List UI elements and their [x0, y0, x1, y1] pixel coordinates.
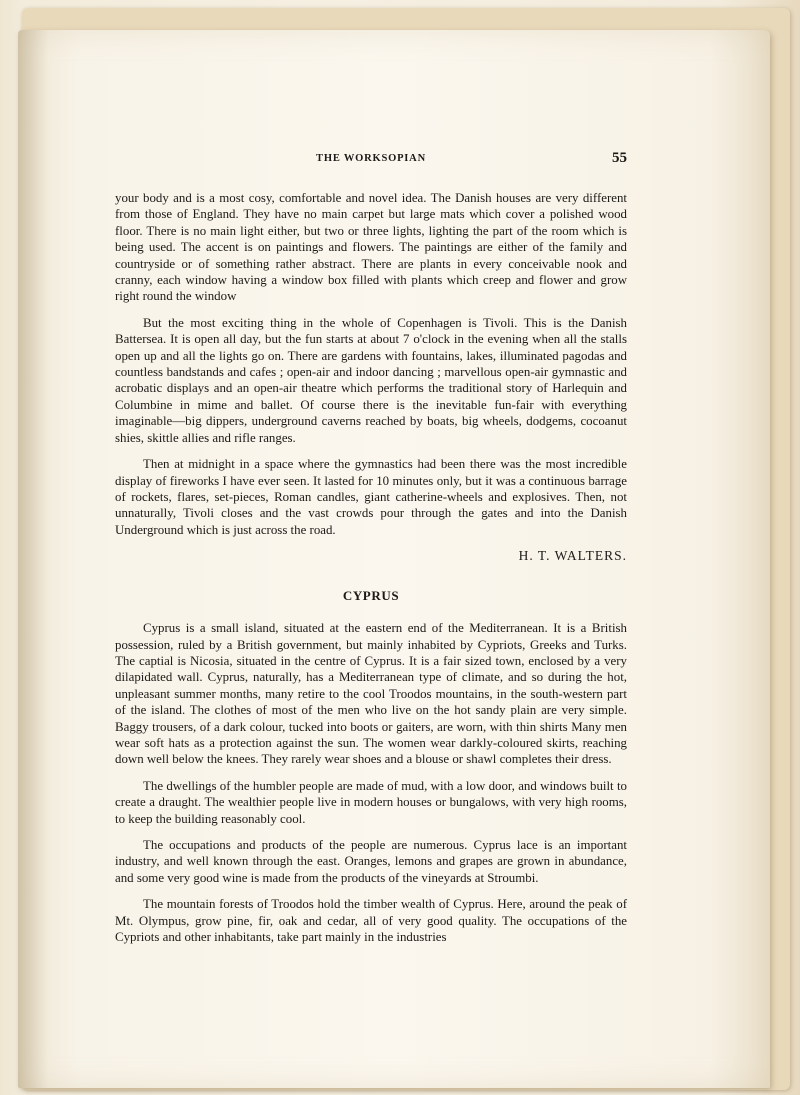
page-number: 55 [612, 150, 627, 166]
section-title-cyprus: CYPRUS [342, 588, 400, 604]
article2-paragraph-1: Cyprus is a small island, situated at the eastern end of the Mediterranean. It is a British possession, ruled by a British government, but mainly inhabited by Cypriots, Greeks and Turks. The captial is Nicosia, situated in the centre of Cyprus. It is a fair sized town, enclosed by a very dilapidated wall. Cyprus, naturally, has a Mediterranean type of climate, and so during the hot, unpleasant summer months, many retire to the cool Troodos mountains, in the south-western part of the island. The clothes of most of the men who live on the hot sandy plain are very simple. Baggy trousers, of a dark colour, tucked into boots or gaiters, are worn, with thin shirts Many men wear soft hats as a protection against the sun. The women wear darkly-coloured skirts, reaching down well below the knees. They rarely wear shoes and a blouse or shawl completes their dress. [115, 621, 627, 767]
article2-paragraph-3: The occupations and products of the people are numerous. Cyprus lace is an important industry, and well known through the east. Oranges, lemons and grapes are grown in abundance, and some very good wine is made from the products of the vineyards at Stroumbi. [115, 838, 627, 885]
article1-paragraph-1: your body and is a most cosy, comfortable and novel idea. The Danish houses are very different from those of England. They have no main carpet but large mats which cover a polished wood floor. There is no main light either, but two or three lights, lighting the part of the room which is being used. The accent is on paintings and flowers. The paintings are either of the family and countryside or of something rather abstract. There are plants in every conceivable nook and cranny, each window having a window box filled with plants which creep and flower and grow right round the window [115, 191, 627, 304]
page-header [115, 152, 627, 168]
article2-paragraph-2: The dwellings of the humbler people are made of mud, with a low door, and windows built to create a draught. The wealthier people live in modern houses or bungalows, with very high rooms, to keep the building reasonably cool. [115, 778, 627, 826]
article2-paragraph-4: The mountain forests of Troodos hold the timber wealth of Cyprus. Here, around the peak of Mt. Olympus, grow pine, fir, oak and cedar, all of very good quality. The occupations of the Cypriots and other inhabitants, take part mainly in the industries [115, 897, 627, 945]
binding-shadow [18, 30, 48, 1088]
article1-paragraph-2: But the most exciting thing in the whole of Copenhagen is Tivoli. This is the Danish Battersea. It is open all day, but the fun starts at about 7 o'clock in the evening when all the stalls open up and all the lights go on. There are gardens with fountains, lakes, illuminated pagodas and countless bandstands and cafes ; open-air and indoor dancing ; marvellous open-air gymnastic and acrobatic displays and an open-air theatre which performs the traditional story of Harlequin and Columbine in mime and ballet. Of course there is the inevitable fun-fair with everything imaginable—big dippers, underground caverns reached by boats, big wheels, dodgems, cocoanut shies, skittle allies and rifle ranges. [115, 315, 627, 445]
author-signature: H. T. WALTERS. [518, 548, 627, 564]
running-head: THE WORKSOPIAN [316, 153, 426, 164]
article1-paragraph-3: Then at midnight in a space where the gymnastics had been there was the most incredible display of fireworks I have ever seen. It lasted for 10 minutes only, but it was a continuous barrage of rockets, flares, set-pieces, Roman candles, giant catherine-wheels and explosives. Then, not unnaturally, Tivoli closes and the vast crowds pour through the gates and into the Danish Underground which is just across the road. [115, 457, 627, 537]
page-body [115, 190, 627, 955]
